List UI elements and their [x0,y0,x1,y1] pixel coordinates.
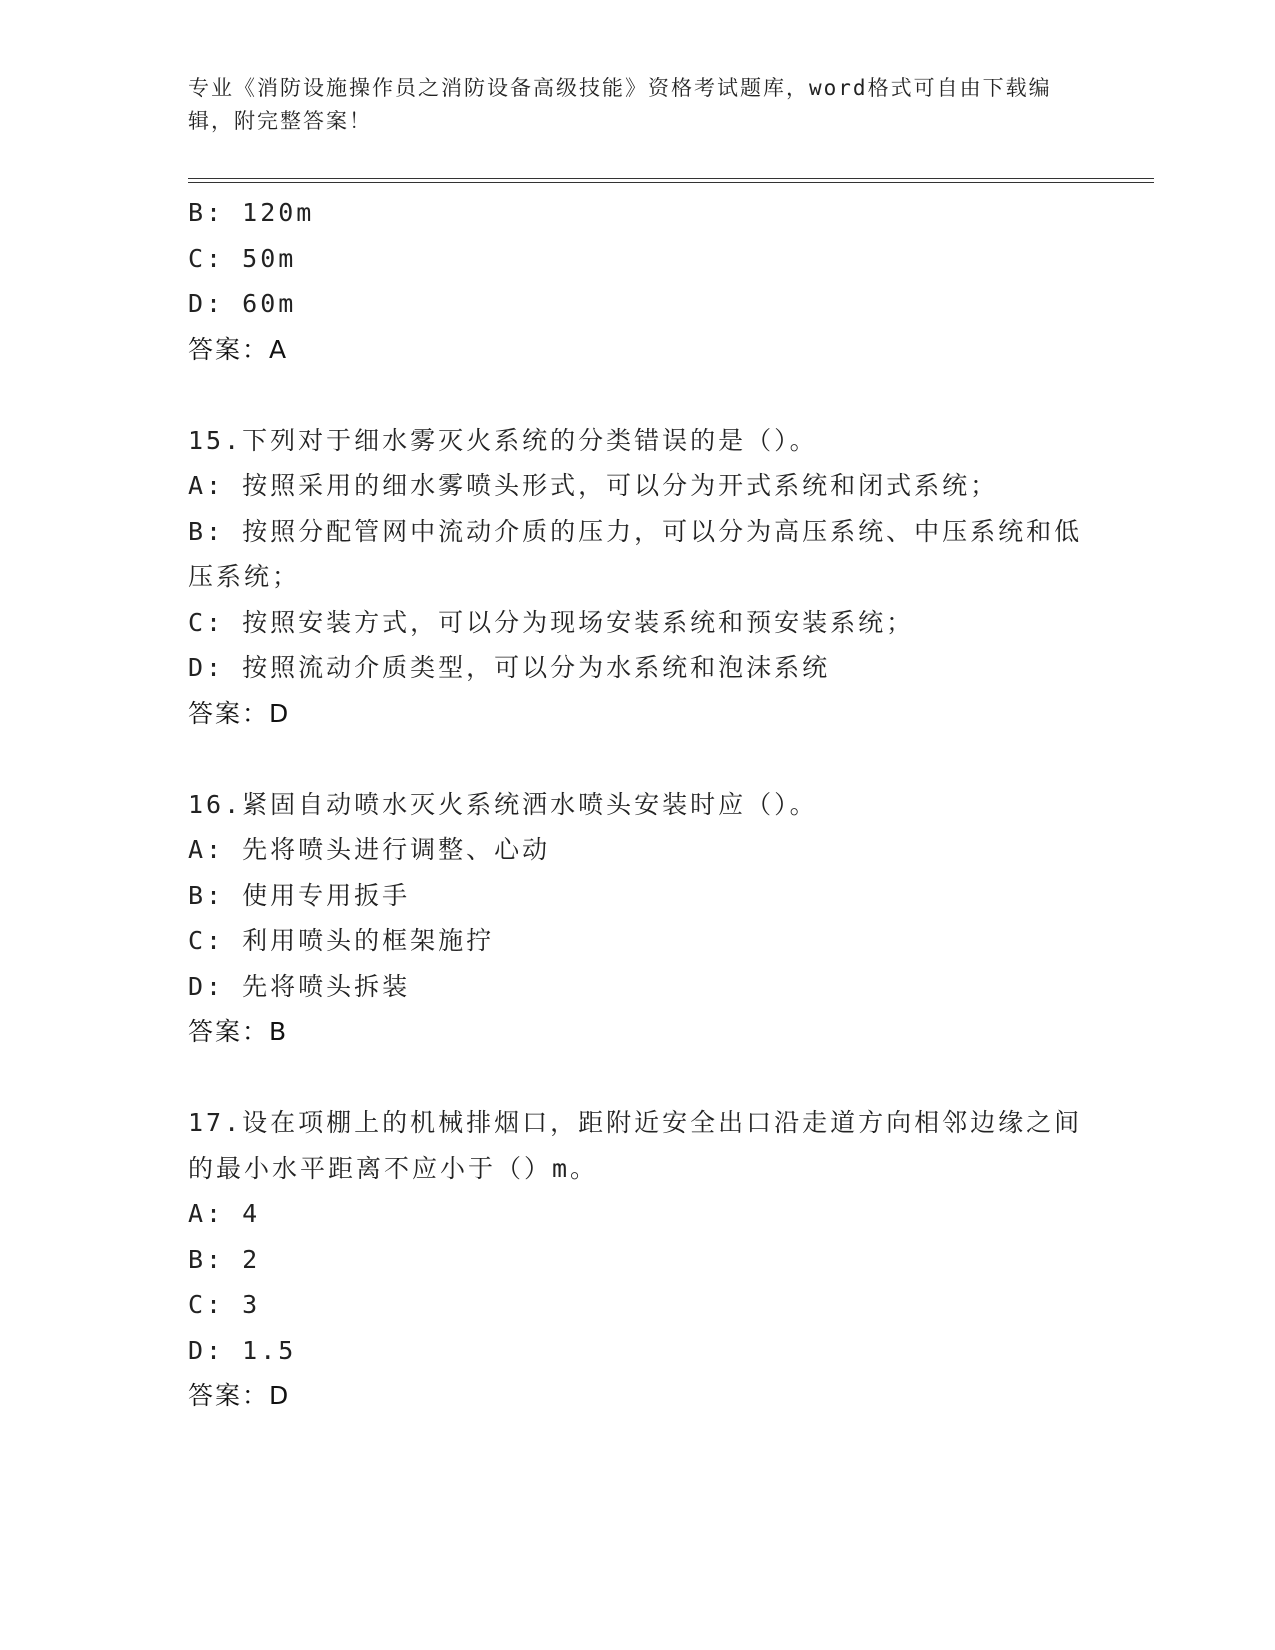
option-d: D: 先将喷头拆装 [188,971,411,1001]
option-b: B: 120m [188,198,315,227]
page-header-text: 专业《消防设施操作员之消防设备高级技能》资格考试题库，word格式可自由下载编辑，附完整答案！ [188,76,1052,133]
option-d: D: 按照流动介质类型，可以分为水系统和泡沫系统 [188,653,831,682]
header-divider-bottom [188,182,1154,183]
question-stem: 17.设在项棚上的机械排烟口，距附近安全出口沿走道方向相邻边缘之间的最小水平距离不应小于（）m。 [188,1108,1083,1183]
answer-line: 答案：D [188,1381,291,1410]
question-block-16 [188,782,1088,1055]
option-c: C: 按照安装方式，可以分为现场安装系统和预安装系统； [188,607,915,637]
option-a: A: 按照采用的细水雾喷头形式，可以分为开式系统和闭式系统； [188,471,999,500]
question-block-17 [188,1100,1088,1419]
spacer [188,1055,1088,1101]
option-c: C: 利用喷头的框架施拧 [188,926,495,955]
header-divider-top [188,178,1154,179]
option-b: B: 按照分配管网中流动介质的压力，可以分为高压系统、中压系统和低压系统； [188,516,1083,591]
question-block-15 [188,418,1088,737]
answer-line: 答案：D [188,698,291,728]
spacer [188,736,1088,782]
question-block-14-continued [188,190,1088,372]
question-stem: 16.紧固自动喷水灭火系统洒水喷头安装时应（）。 [188,789,818,819]
option-a: A: 先将喷头进行调整、心动 [188,835,551,864]
answer-line: 答案：B [188,1017,289,1046]
question-stem: 15.下列对于细水雾灭火系统的分类错误的是（）。 [188,425,818,455]
option-b: B: 使用专用扳手 [188,880,411,910]
spacer [188,372,1088,418]
question-list [188,190,1088,1419]
option-b: B: 2 [188,1244,261,1274]
answer-line: 答案：A [188,334,289,364]
option-c: C: 3 [188,1290,261,1319]
option-a: A: 4 [188,1199,261,1228]
option-c: C: 50m [188,243,297,273]
option-d: D: 1.5 [188,1335,297,1365]
option-d: D: 60m [188,289,297,318]
